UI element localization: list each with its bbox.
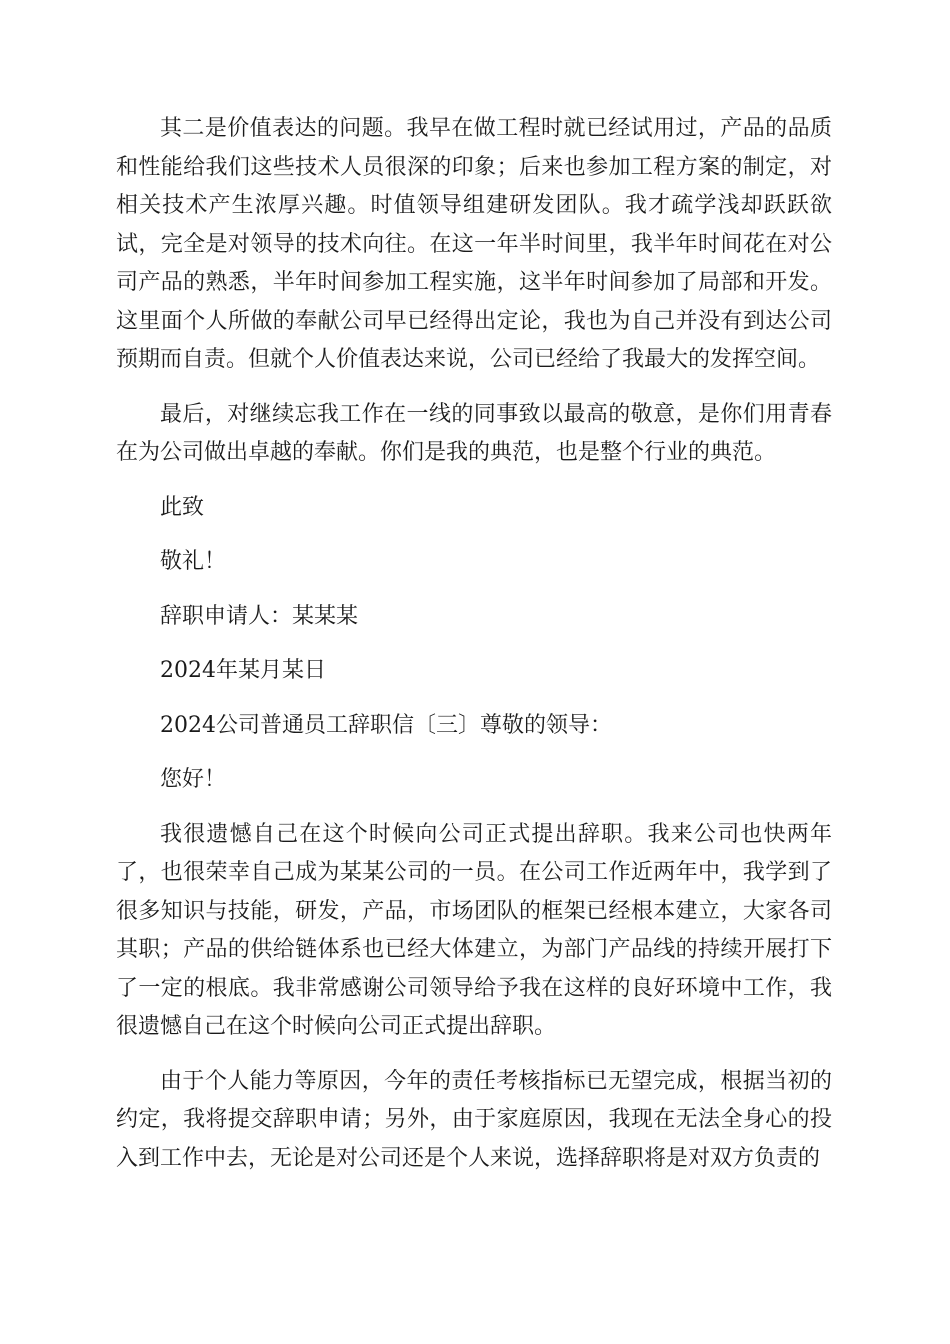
section-heading: 2024公司普通员工辞职信〔三〕尊敬的领导： (160, 712, 612, 738)
paragraph-value-expression: 其二是价值表达的问题。我早在做工程时就已经试用过，产品的品质和性能给我们这些技术人员很深的印象；后来也参加工程方案的制定，对相关技术产生浓厚兴趣。时值领导组建研发团队。我才疏学浅却跃跃欲试，完全是对领导的技术向往。在这一年半时间里，我半年时间花在对公司产品的熟悉，半年时间参加工程实施，这半年时间参加了局部和开发。这里面个人所做的奉献公司早已经得出定论，我也为自己并没有到达公司预期而自责。但就个人价值表达来说，公司已经给了我最大的发挥空间。 (116, 116, 832, 372)
paragraph-resignation-intro: 我很遗憾自己在这个时候向公司正式提出辞职。我来公司也快两年了，也很荣幸自己成为某某公司的一员。在公司工作近两年中，我学到了很多知识与技能，研发，产品，市场团队的框架已经根本建立，大家各司其职；产品的供给链体系也已经大体建立，为部门产品线的持续开展打下了一定的根底。我非常感谢公司领导给予我在这样的良好环境中工作，我很遗憾自己在这个时候向公司正式提出辞职。 (116, 821, 832, 1039)
letter-signature: 辞职申请人：某某某 (160, 603, 359, 629)
letter-date: 2024年某月某日 (160, 658, 326, 683)
paragraph-final-respect: 最后，对继续忘我工作在一线的同事致以最高的敬意，是你们用青春在为公司做出卓越的奉献。你们是我的典范，也是整个行业的典范。 (116, 401, 832, 465)
paragraph-resignation-reason: 由于个人能力等原因，今年的责任考核指标已无望完成，根据当初的约定，我将提交辞职申请；另外，由于家庭原因，我现在无法全身心的投入到工作中去，无论是对公司还是个人来说，选择辞职将是对双方负责的 (116, 1068, 832, 1171)
letter-greeting: 您好！ (160, 767, 227, 792)
letter-closing: 此致 (160, 494, 205, 520)
document-body (116, 110, 832, 1194)
letter-salute: 敬礼！ (160, 549, 227, 574)
